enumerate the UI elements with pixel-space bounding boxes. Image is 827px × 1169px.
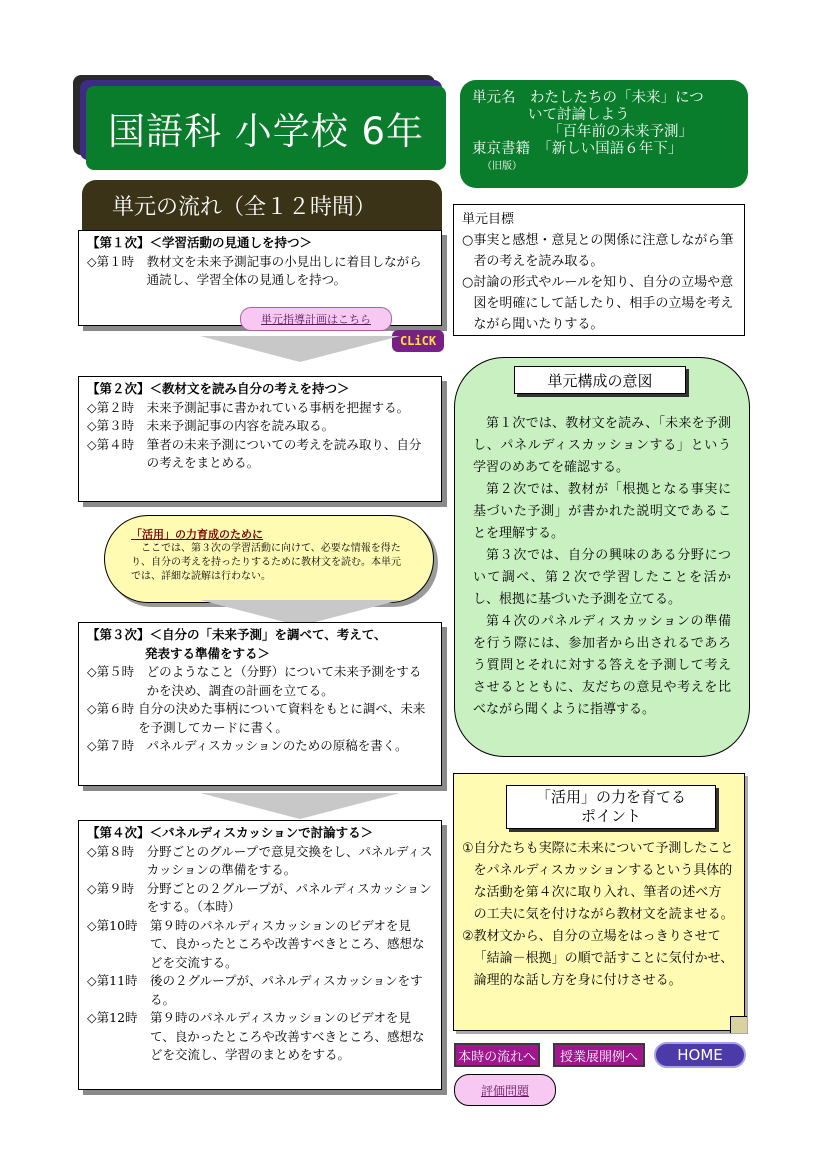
katsuyo-note-body: ここでは、第３次の学習活動に向けて、必要な情報を得たり、自分の考えを持ったりするために教材文を読む。本単元では、詳細な読解は行わない。 [131,543,401,582]
item-label: ◇第12時 [87,1010,151,1025]
item-label: ◇第11時 [87,973,151,988]
flow-arrow [200,336,400,362]
list-item [87,737,433,756]
item-text: 事実と感想・意見との関係に注意しながら筆者の考えを読み取る。 [473,233,734,269]
unit-intent-title: 単元構成の意図 [514,366,686,394]
intent-paragraph: 第１次では、教材文を読み、「未来を予測し、パネルディスカッションする」という学習のめあてを確認する。 [473,416,731,475]
plan-link[interactable]: 単元指導計画はこちら [240,307,392,331]
unit-name-line: 単元名 わたしたちの「未来」につ [472,90,704,106]
unit-name-line: 「百年前の未来予測」 [548,124,693,140]
list-item [87,700,433,737]
item-label: ◇第５時 [87,664,147,679]
item-label: ◇第10時 [87,917,151,933]
item-text: 第９時のパネルディスカッションのビデオを見て、良かったところや改善すべきところ、感想などを交流し、学習のまとめをする。 [150,1010,425,1062]
list-item [462,272,736,335]
list-item [87,917,433,973]
list-item [87,417,433,436]
item-label: ◇第１時 [87,253,147,269]
step-3-box [78,622,442,786]
item-label: ◇第７時 [87,738,147,753]
item-label: ◇第６時 [87,701,139,716]
lesson-example-button[interactable]: 授業展開例へ [553,1043,645,1067]
page-fold [730,1016,747,1033]
item-label: ○ [462,233,474,248]
unit-goal-title: 単元目標 [462,212,515,227]
item-label: ○ [462,275,474,290]
item-text: 後の２グループが、パネルディスカッションをする。 [150,973,423,1007]
flow-heading: 単元の流れ（全１２時間） [82,180,442,230]
item-label: ◇第９時 [87,880,147,896]
item-text: 分野ごとのグループで意見交換をし、パネルディスカッションの準備をする。 [146,843,433,877]
list-item [87,663,433,700]
step-3-heading: 発表する準備をする＞ [145,645,271,661]
point-title-line: 「活用」の力を育てる [535,788,686,806]
item-label: ◇第８時 [87,843,147,859]
list-item [462,926,734,992]
item-label: ◇第２時 [87,399,147,415]
list-item [87,880,433,917]
list-item [87,843,433,880]
katsuyo-note-heading: 「活用」の力育成のために [131,528,263,541]
step-3-heading: 【第３次】＜自分の「未来予測」を調べて、考えて、 [87,627,387,642]
item-label: ① [462,841,474,856]
unit-name-line: （旧版） [482,161,522,172]
step-1-heading: 【第１次】＜学習活動の見通しを持つ＞ [87,235,313,250]
evaluation-link[interactable]: 評価問題 [454,1074,556,1106]
step-4-heading: 【第４次】＜パネルディスカッションで討論する＞ [87,825,374,840]
item-text: 第９時のパネルディスカッションのビデオを見て、良かったところや改善すべきところ、感想などを交流する。 [150,917,425,970]
list-item [462,838,734,926]
intent-paragraph: 第２次では、教材が「根拠となる事実に基づいた予測」が書かれた説明文であることを理解する。 [473,482,731,541]
item-label: ◇第３時 [87,418,147,433]
unit-name-line: いて討論しよう [528,107,630,123]
item-text: パネルディスカッションのための原稿を書く。 [146,738,408,753]
katsuyo-note [104,515,434,603]
item-text: 自分たちも実際に未来について予測したことをパネルディスカッションするという具体的な活動を第４次に取り入れ、筆者の述べ方の工夫に気を付けながら教材文を読ませる。 [473,841,734,922]
item-label: ② [462,929,474,944]
unit-goal-box [453,204,745,336]
lesson-flow-button[interactable]: 本時の流れへ [454,1043,540,1067]
item-text: 教材文を未来予測記事の小見出しに着目しながら通読し、学習全体の見通しを持つ。 [146,253,422,287]
list-item [87,1009,433,1065]
step-2-box [78,376,442,502]
step-2-heading: 【第２次】＜教材文を読み自分の考えを持つ＞ [87,381,350,396]
home-button[interactable]: HOME [654,1042,746,1068]
item-label: ◇第４時 [87,436,147,452]
list-item [87,399,433,418]
flow-arrow [200,793,400,819]
unit-name-box [460,80,748,188]
list-item [87,253,433,290]
unit-intent-box [454,357,750,757]
page-title-text: 国語科 小学校 6年 [107,110,425,153]
unit-name-line: 東京書籍 「新しい国語６年下」 [472,141,683,157]
step-4-box [78,820,442,1090]
katsuyo-point-title [506,785,716,829]
item-text: 分野ごとの２グループが、パネルディスカッションをする。（本時） [146,880,432,914]
intent-paragraph: 第３次では、自分の興味のある分野について調べ、第２次で学習したことを活かし、根拠に基づいた予測を立てる。 [473,548,731,607]
list-item [462,230,736,272]
list-item [87,972,433,1009]
item-text: 教材文から、自分の立場をはっきりさせて「結論－根拠」の順で話すことに気付かせ、論理的な話し方を身に付けさせる。 [473,929,734,988]
item-text: 討論の形式やルールを知り、自分の立場や意図を明確にして話したり、相手の立場を考えながら聞いたりする。 [473,275,734,332]
page-title [86,86,446,170]
item-text: どのようなこと（分野）について未来予測をするかを決め、調査の計画を立てる。 [146,664,422,698]
item-text: 未来予測記事の内容を読み取る。 [146,418,335,433]
click-button[interactable]: CLiCK [392,330,444,352]
item-text: 未来予測記事に書かれている事柄を把握する。 [146,399,410,415]
item-text: 自分の決めた事柄について資料をもとに調べ、未来を予測してカードに書く。 [138,701,426,735]
item-text: 筆者の未来予測についての考えを読み取り、自分の考えをまとめる。 [146,436,422,470]
list-item [87,436,433,473]
intent-paragraph: 第４次のパネルディスカッションの準備を行う際には、参加者から出されるであろう質問とそれに対する答えを予測して考えさせるとともに、友だちの意見や考えを比べながら聞くように指導する。 [473,614,731,717]
point-title-line: ポイント [580,807,641,825]
